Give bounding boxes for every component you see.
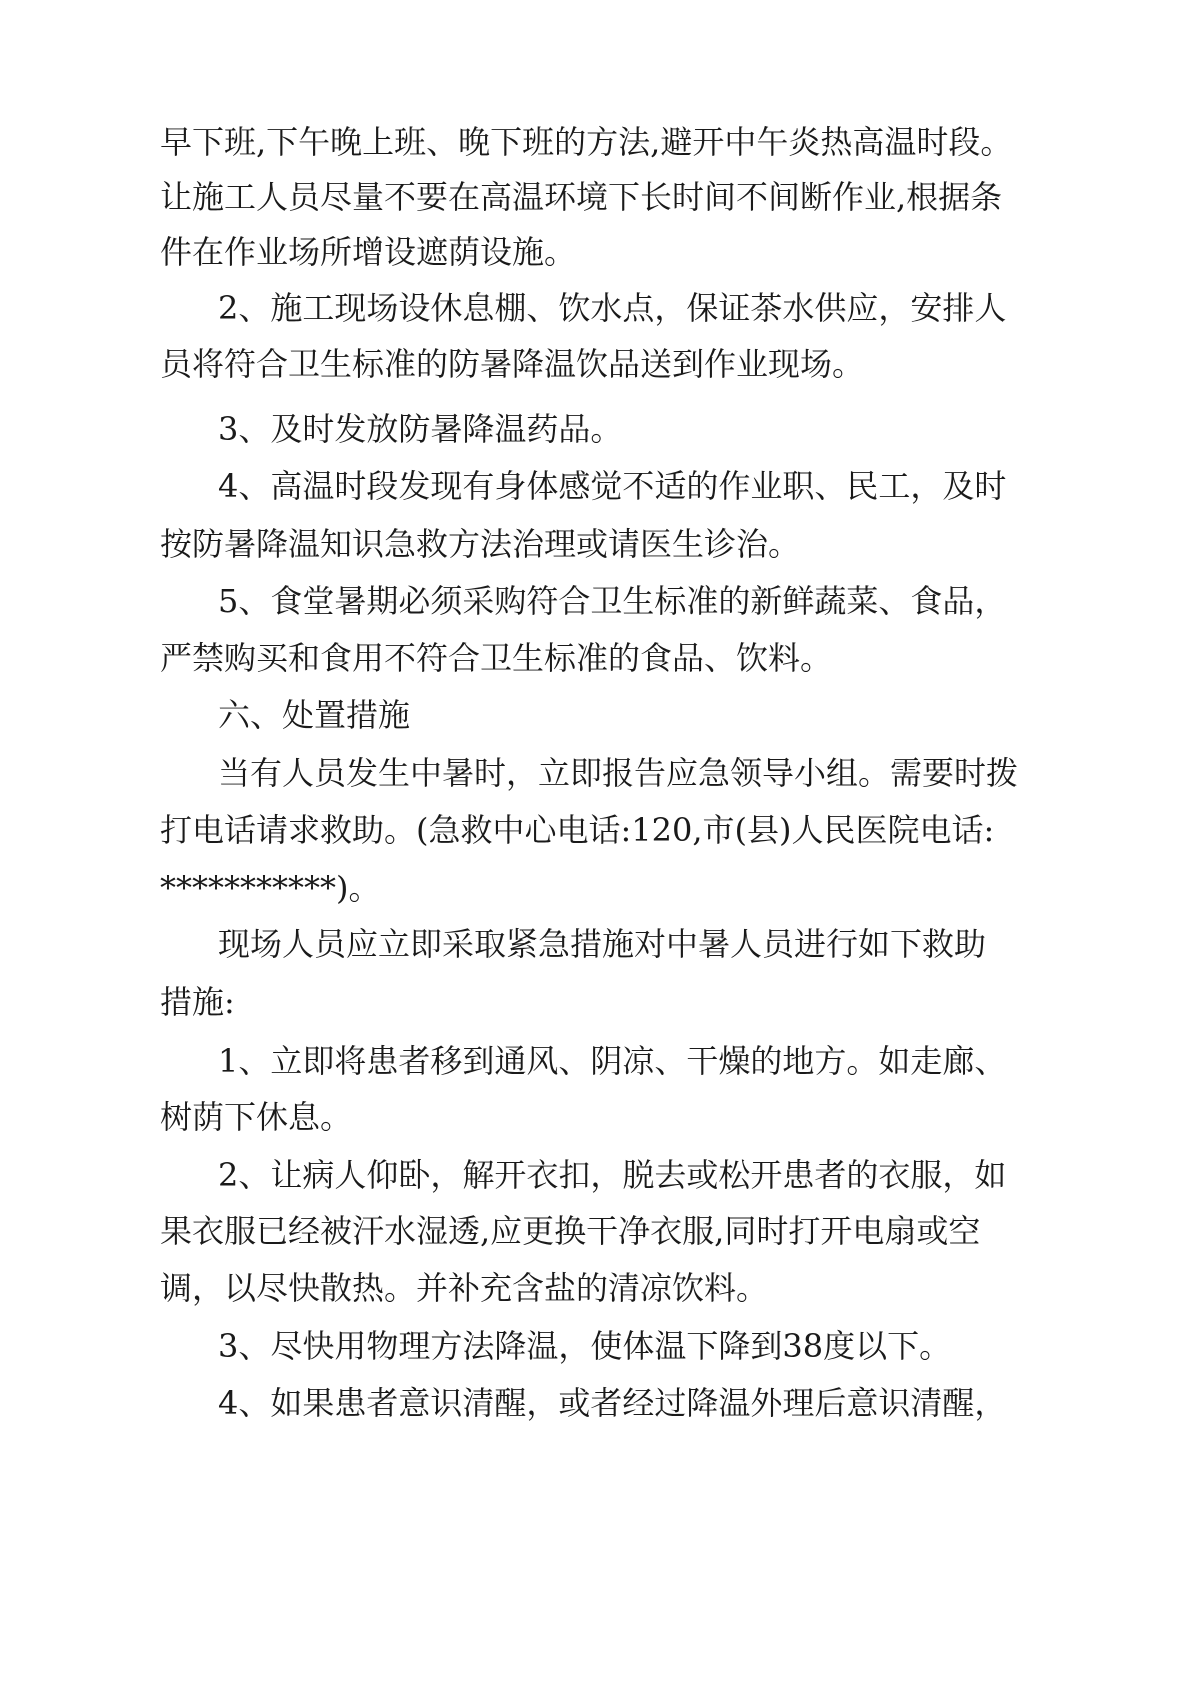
line-text: 件在作业场所增设遮荫设施。 <box>160 233 577 271</box>
heading-text: 六、处置措施 <box>218 696 411 734</box>
text-line <box>0 278 1200 338</box>
text-line <box>0 399 1200 459</box>
text-line <box>0 743 1200 803</box>
line-text: 打电话请求救助。(急救中心电话:120,市(县)人民医院电话: <box>160 811 995 849</box>
line-text: 树荫下休息。 <box>160 1098 353 1136</box>
text-line <box>0 1201 1200 1261</box>
line-text: 早下班,下午晚上班、晚下班的方法,避开中午炎热高温时段。 <box>160 123 1013 161</box>
text-line <box>0 334 1200 394</box>
line-text: 1、立即将患者移到通风、阴凉、干燥的地方。如走廊、 <box>218 1042 1007 1080</box>
text-line <box>0 222 1200 282</box>
line-text: 现场人员应立即采取紧急措施对中暑人员进行如下救助 <box>218 925 987 963</box>
text-line <box>0 456 1200 516</box>
line-text: 4、如果患者意识清醒，或者经过降温外理后意识清醒， <box>218 1384 1007 1422</box>
text-line <box>0 571 1200 631</box>
text-line <box>0 1258 1200 1318</box>
line-text: 按防暑降温知识急救方法治理或请医生诊治。 <box>160 525 801 563</box>
text-line <box>0 167 1200 227</box>
line-text: 严禁购买和食用不符合卫生标准的食品、饮料。 <box>160 639 833 677</box>
line-text: 当有人员发生中暑时，立即报告应急领导小组。需要时拨 <box>218 754 1019 792</box>
text-line <box>0 514 1200 574</box>
text-line <box>0 800 1200 860</box>
text-line <box>0 972 1200 1032</box>
line-text: 员将符合卫生标准的防暑降温饮品送到作业现场。 <box>160 345 865 383</box>
line-text: 3、尽快用物理方法降温，使体温下降到38度以下。 <box>218 1327 952 1365</box>
text-line <box>0 1087 1200 1147</box>
text-line <box>0 858 1200 918</box>
text-line <box>0 1145 1200 1205</box>
line-text: 果衣服已经被汗水湿透,应更换干净衣服,同时打开电扇或空 <box>160 1212 981 1250</box>
line-text: 3、及时发放防暑降温药品。 <box>218 410 623 448</box>
text-line <box>0 1373 1200 1433</box>
line-text: 2、让病人仰卧，解开衣扣，脱去或松开患者的衣服，如 <box>218 1156 1007 1194</box>
text-line <box>0 628 1200 688</box>
line-text: 让施工人员尽量不要在高温环境下长时间不间断作业,根据条 <box>160 178 1003 216</box>
line-text: 4、高温时段发现有身体感觉不适的作业职、民工，及时 <box>218 467 1007 505</box>
line-text: ***********)。 <box>160 869 381 907</box>
text-line <box>0 1031 1200 1091</box>
text-line <box>0 112 1200 172</box>
line-text: 2、施工现场设休息棚、饮水点，保证茶水供应，安排人 <box>218 289 1007 327</box>
text-line <box>0 914 1200 974</box>
line-text: 5、食堂暑期必须采购符合卫生标准的新鲜蔬菜、食品， <box>218 582 1007 620</box>
section-heading <box>0 685 1200 745</box>
text-line <box>0 1316 1200 1376</box>
line-text: 调，以尽快散热。并补充含盐的清凉饮料。 <box>160 1269 769 1307</box>
line-text: 措施: <box>160 983 235 1021</box>
